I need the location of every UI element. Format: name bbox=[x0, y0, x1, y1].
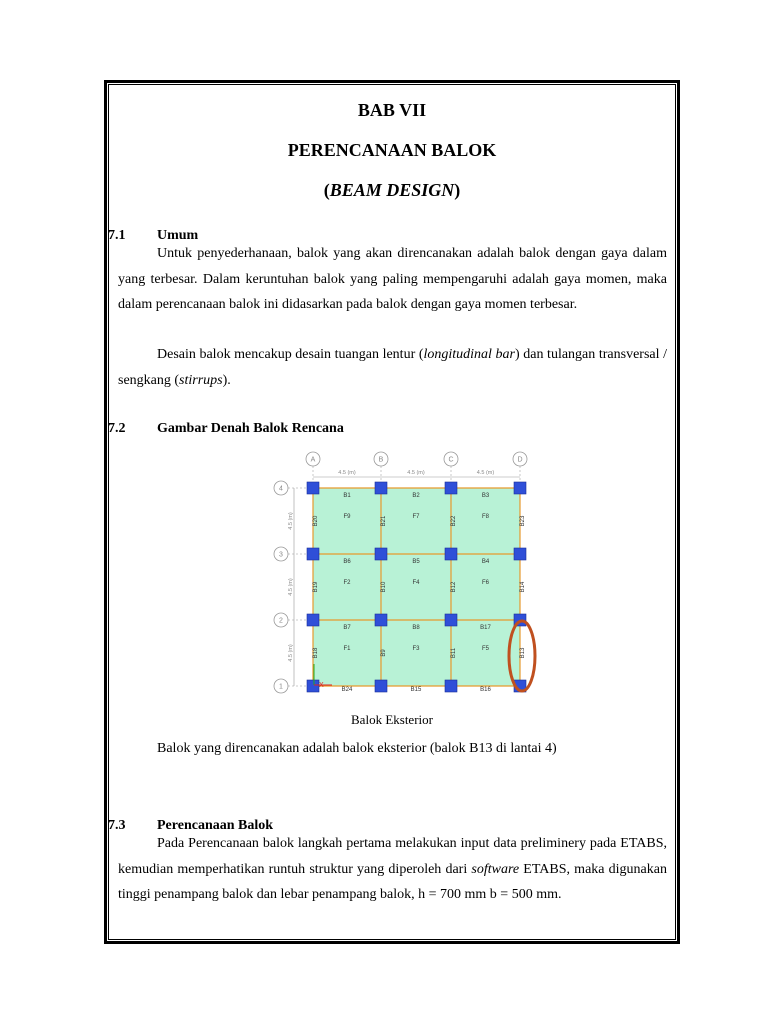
slab-label: F9 bbox=[343, 514, 351, 520]
column-square bbox=[375, 482, 387, 494]
axis-label: 2 bbox=[279, 617, 283, 625]
axis-label: A bbox=[310, 456, 316, 464]
beam-label: B7 bbox=[343, 625, 351, 631]
axis-label: C bbox=[448, 456, 454, 464]
slab-label: F7 bbox=[412, 514, 420, 520]
span-label-vertical: 4.5 (m) bbox=[288, 512, 294, 530]
beam-label: B11 bbox=[451, 647, 457, 659]
column-square bbox=[307, 614, 319, 626]
chapter-label: BAB VII bbox=[357, 100, 427, 120]
span-label-horizontal: 4.5 (m) bbox=[338, 470, 356, 476]
section-number: 7.2 bbox=[108, 421, 126, 436]
span-label-vertical: 4.5 (m) bbox=[288, 578, 294, 596]
chapter-subtitle: (BEAM DESIGN) bbox=[323, 180, 461, 200]
beam-label: B10 bbox=[381, 581, 387, 593]
section-title: Gambar Denah Balok Rencana bbox=[157, 421, 344, 436]
beam-label: B12 bbox=[451, 581, 457, 593]
beam-label: B4 bbox=[481, 559, 490, 565]
paragraph: Desain balok mencakup desain tuangan lentur (longitudinal bar) dan tulangan transversal / sengkang (stirrups). bbox=[118, 347, 667, 388]
column-square bbox=[514, 482, 526, 494]
beam-plan-diagram bbox=[266, 446, 546, 700]
beam-label: B20 bbox=[313, 515, 319, 527]
beam-label: B15 bbox=[410, 687, 422, 693]
column-square bbox=[307, 548, 319, 560]
slab-label: F3 bbox=[412, 646, 420, 652]
beam-label: B9 bbox=[381, 649, 387, 657]
section-title: Umum bbox=[157, 228, 199, 243]
beam-label: B18 bbox=[313, 647, 319, 659]
column-square bbox=[514, 548, 526, 560]
section-title: Perencanaan Balok bbox=[157, 818, 274, 833]
column-square bbox=[375, 548, 387, 560]
axis-label: 3 bbox=[279, 551, 283, 559]
column-square bbox=[307, 482, 319, 494]
slab-label: F5 bbox=[481, 646, 490, 652]
beam-label: B2 bbox=[412, 493, 420, 499]
section-number: 7.3 bbox=[108, 818, 126, 833]
beam-label: B23 bbox=[520, 515, 526, 527]
column-square bbox=[375, 680, 387, 692]
beam-label: B22 bbox=[451, 515, 457, 527]
column-square bbox=[445, 482, 457, 494]
column-square bbox=[445, 614, 457, 626]
figure-caption: Balok Eksterior bbox=[351, 712, 433, 727]
beam-label: B8 bbox=[412, 625, 420, 631]
beam-label: B19 bbox=[313, 581, 319, 593]
slab-label: F4 bbox=[412, 580, 420, 586]
beam-label: B17 bbox=[480, 625, 491, 631]
column-square bbox=[445, 680, 457, 692]
column-square bbox=[445, 548, 457, 560]
beam-label: B6 bbox=[343, 559, 351, 565]
span-label-horizontal: 4.5 (m) bbox=[476, 470, 495, 476]
beam-label: B13 bbox=[520, 647, 526, 659]
paragraph: Untuk penyederhanaan, balok yang akan direncanakan adalah balok dengan gaya dalam yang terbesar. Dalam keruntuhan balok yang paling mempengaruhi adalah gaya momen, maka dalam perencanaan balok ini didasarkan pada balok dengan gaya momen terbesar. bbox=[118, 246, 667, 312]
section-number: 7.1 bbox=[108, 228, 126, 243]
beam-label: B16 bbox=[480, 687, 491, 693]
beam-label: B3 bbox=[481, 493, 490, 499]
slab-label: F1 bbox=[343, 646, 351, 652]
figure-note: Balok yang direncanakan adalah balok eksterior (balok B13 di lantai 4) bbox=[157, 741, 557, 756]
beam-label: B21 bbox=[381, 515, 387, 527]
beam-label: B24 bbox=[341, 687, 353, 693]
axis-label: B bbox=[378, 456, 384, 464]
slab-label: F8 bbox=[481, 514, 490, 520]
paragraph: Pada Perencanaan balok langkah pertama melakukan input data preliminery pada ETABS, kemudian memperhatikan runtuh struktur yang diperoleh dari software ETABS, maka digunakan tinggi penampang balok dan lebar penampang balok, h = 700 mm b = 500 mm. bbox=[118, 836, 667, 902]
axis-label: 4 bbox=[279, 485, 283, 493]
beam-label: B5 bbox=[412, 559, 420, 565]
chapter-title: PERENCANAAN BALOK bbox=[287, 140, 497, 160]
column-square bbox=[307, 680, 319, 692]
beam-label: B1 bbox=[343, 493, 351, 499]
axis-x-label: X bbox=[319, 682, 324, 689]
slab-label: F2 bbox=[343, 580, 351, 586]
span-label-horizontal: 4.5 (m) bbox=[407, 470, 425, 476]
column-square bbox=[375, 614, 387, 626]
beam-label: B14 bbox=[520, 581, 526, 593]
axis-label: D bbox=[517, 456, 523, 464]
span-label-vertical: 4.5 (m) bbox=[288, 644, 294, 662]
slab-label: F6 bbox=[481, 580, 490, 586]
axis-label: 1 bbox=[279, 683, 283, 691]
